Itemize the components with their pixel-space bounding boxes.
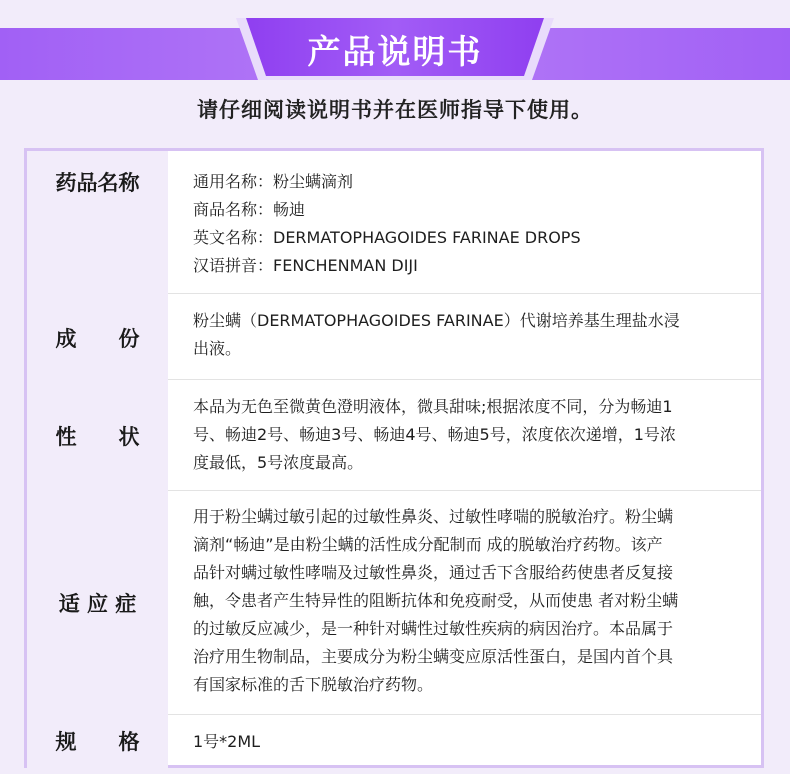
- content-line: 1号*2ML: [193, 732, 261, 751]
- table-row: [27, 490, 761, 715]
- title-tab: [236, 18, 554, 80]
- content-line: 品针对螨过敏性哮喘及过敏性鼻炎，通过舌下含服给药使患者反复接: [193, 563, 674, 582]
- row-content: [193, 307, 747, 363]
- row-label-text: 成 份: [55, 327, 140, 351]
- row-label: [27, 293, 168, 379]
- row-label-text: 性 状: [55, 425, 140, 449]
- content-line: 度最低，5号浓度最高。: [193, 453, 364, 472]
- content-line: 商品名称：畅迪: [193, 200, 306, 219]
- content-line: 本品为无色至微黄色澄明液体，微具甜味;根据浓度不同，分为畅迪1: [193, 397, 673, 416]
- table-row: [27, 714, 761, 774]
- content-line: 用于粉尘螨过敏引起的过敏性鼻炎、过敏性哮喘的脱敏治疗。粉尘螨: [193, 507, 674, 526]
- table-row: [27, 151, 761, 294]
- row-label: [27, 490, 168, 714]
- row-content: [193, 168, 747, 280]
- content-line: 出液。: [193, 339, 242, 358]
- row-content: [193, 728, 747, 756]
- page-title: 产品说明书: [307, 31, 483, 71]
- row-label-text: 规 格: [55, 730, 140, 754]
- subtitle: 请仔细阅读说明书并在医师指导下使用。: [197, 98, 593, 122]
- row-label: [27, 379, 168, 490]
- row-label: [27, 714, 168, 774]
- row-label: [27, 151, 168, 293]
- table-row: [27, 293, 761, 380]
- content-line: 有国家标准的舌下脱敏治疗药物。: [193, 675, 434, 694]
- content-line: 的过敏反应减少，是一种针对螨性过敏性疾病的病因治疗。本品属于: [193, 619, 674, 638]
- info-table: [24, 148, 764, 768]
- content-line: 英文名称：DERMATOPHAGOIDES FARINAE DROPS: [193, 228, 581, 247]
- content-line: 治疗用生物制品，主要成分为粉尘螨变应原活性蛋白，是国内首个具: [193, 647, 674, 666]
- content-line: 通用名称：粉尘螨滴剂: [193, 172, 354, 191]
- row-label-text: 适 应 症: [58, 592, 137, 616]
- content-line: 滴剂“畅迪”是由粉尘螨的活性成分配制而 成的脱敏治疗药物。该产: [193, 535, 663, 554]
- content-line: 触，令患者产生特异性的阻断抗体和免疫耐受，从而使患 者对粉尘螨: [193, 591, 679, 610]
- table-row: [27, 379, 761, 491]
- row-content: [193, 393, 747, 477]
- row-label-text: 药品名称: [55, 171, 140, 195]
- content-line: 粉尘螨（DERMATOPHAGOIDES FARINAE）代谢培养基生理盐水浸: [193, 311, 680, 330]
- content-line: 号、畅迪2号、畅迪3号、畅迪4号、畅迪5号，浓度依次递增，1号浓: [193, 425, 676, 444]
- row-content: [193, 503, 747, 699]
- content-line: 汉语拼音：FENCHENMAN DIJI: [193, 256, 418, 275]
